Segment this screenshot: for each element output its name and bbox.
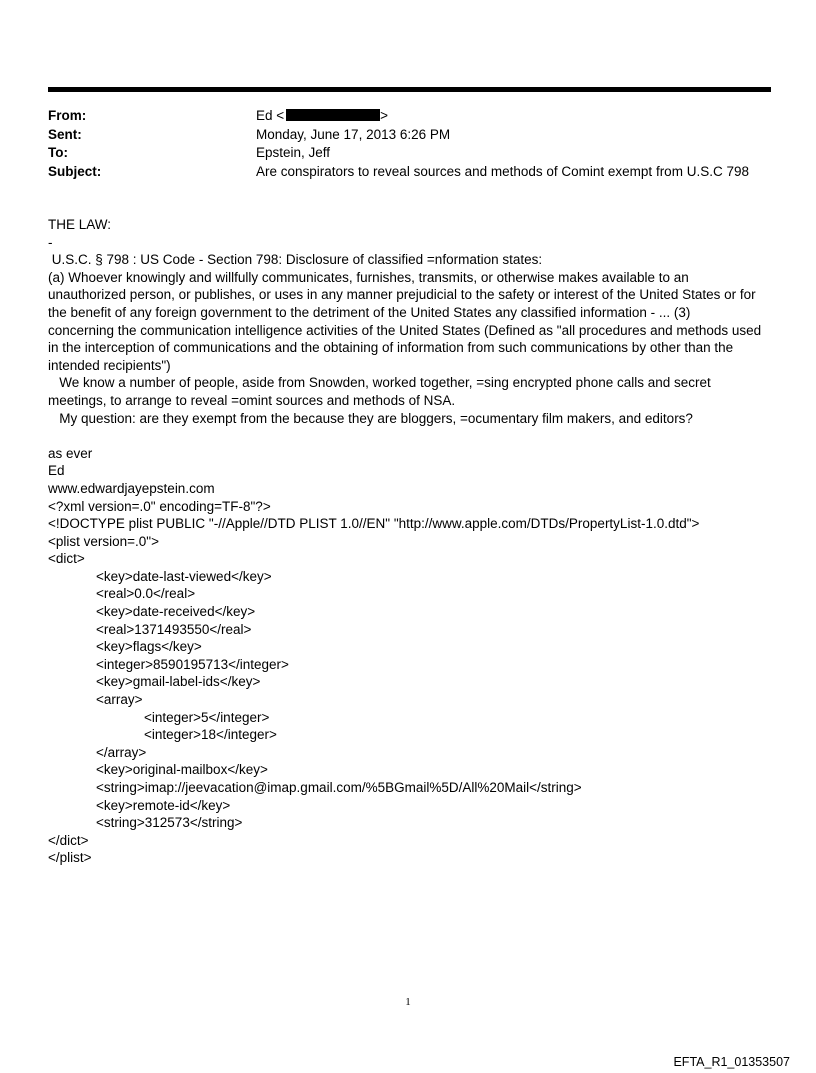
redaction-bar — [286, 109, 380, 121]
array-open-tag: <array> — [96, 692, 143, 708]
from-label: From: — [48, 108, 87, 123]
plist-value: <real>1371493550</real> — [96, 621, 252, 637]
paragraph-line: meetings, to arrange to reveal =omint sources and methods of NSA. — [48, 392, 456, 408]
plist-value: <string>imap://jeevacation@imap.gmail.com/%5BGmail%5D/All%20Mail</string> — [96, 780, 582, 795]
to-label: To: — [48, 145, 68, 160]
paragraph-line: the benefit of any foreign government to the detriment of the United States any classified information - ... (3) — [48, 304, 691, 320]
signoff: as ever — [48, 445, 93, 461]
dict-open-tag: <dict> — [48, 551, 85, 567]
plist-key: <key>remote-id</key> — [96, 797, 231, 813]
website-link[interactable]: www.edwardjayepstein.com — [48, 480, 215, 496]
plist-value: <string>312573</string> — [96, 815, 243, 831]
subject-row — [48, 163, 771, 182]
paragraph-line: unauthorized person, or publishes, or uses in any manner prejudicial to the safety or interest of the United States or for — [48, 287, 756, 303]
law-heading: THE LAW: — [48, 217, 112, 232]
paragraph-line: My question: are they exempt from the because they are bloggers, =ocumentary film makers, and editors? — [48, 410, 693, 426]
plist-close-tag: </plist> — [48, 850, 92, 866]
sent-value: Monday, June 17, 2013 6:26 PM — [256, 126, 451, 142]
paragraph-line: in the interception of communications and the obtaining of information from such communications by other than the — [48, 340, 734, 356]
plist-open-tag: <plist version=.0"> — [48, 533, 159, 549]
plist-key: <key>gmail-label-ids</key> — [96, 674, 261, 690]
sent-label: Sent: — [48, 126, 82, 142]
plist-key: <key>flags</key> — [96, 639, 202, 655]
from-value-end: > — [380, 108, 389, 123]
array-close-tag: </array> — [96, 744, 147, 760]
to-value: Epstein, Jeff — [256, 145, 331, 160]
to-row — [48, 144, 771, 163]
email-header — [48, 107, 771, 181]
dict-close-tag: </dict> — [48, 832, 89, 848]
blank-line — [48, 427, 771, 445]
paragraph-line: U.S.C. § 798 : US Code - Section 798: Disclosure of classified =nformation states: — [48, 252, 543, 268]
plist-value: <real>0.0</real> — [96, 586, 196, 602]
subject-label: Subject: — [48, 163, 102, 179]
plist-key: <key>date-received</key> — [96, 604, 256, 620]
subject-value: Are conspirators to reveal sources and methods of Comint exempt from U.S.C 798 — [256, 163, 749, 179]
array-item: <integer>5</integer> — [144, 709, 270, 725]
from-row — [48, 107, 771, 126]
paragraph-line: We know a number of people, aside from Snowden, worked together, =sing encrypted phone calls and secret — [48, 375, 711, 391]
array-item: <integer>18</integer> — [144, 727, 277, 743]
signature-name: Ed — [48, 463, 65, 479]
sent-row — [48, 126, 771, 145]
from-value — [256, 107, 771, 126]
from-name: Ed < — [256, 108, 285, 123]
plist-key: <key>original-mailbox</key> — [96, 762, 268, 778]
plist-value: <integer>8590195713</integer> — [96, 656, 289, 672]
plist-key: <key>date-last-viewed</key> — [96, 568, 272, 584]
dash-line: - — [48, 234, 53, 250]
paragraph-line: (a) Whoever knowingly and willfully communicates, furnishes, transmits, or otherwise makes available to an — [48, 269, 689, 285]
plist-xml-declaration: <?xml version=.0" encoding=TF-8"?> — [48, 498, 271, 514]
email-body — [48, 216, 771, 867]
header-divider-rule — [48, 87, 771, 92]
plist-doctype: <!DOCTYPE plist PUBLIC "-//Apple//DTD PLIST 1.0//EN" "http://www.apple.com/DTDs/PropertyList-1.0.dtd"> — [48, 516, 700, 532]
page-number: 1 — [405, 996, 411, 1008]
document-id: EFTA_R1_01353507 — [673, 1055, 790, 1069]
paragraph-line: intended recipients") — [48, 357, 171, 373]
paragraph-line: concerning the communication intelligence activities of the United States (Defined as "all procedures and methods used — [48, 322, 762, 338]
